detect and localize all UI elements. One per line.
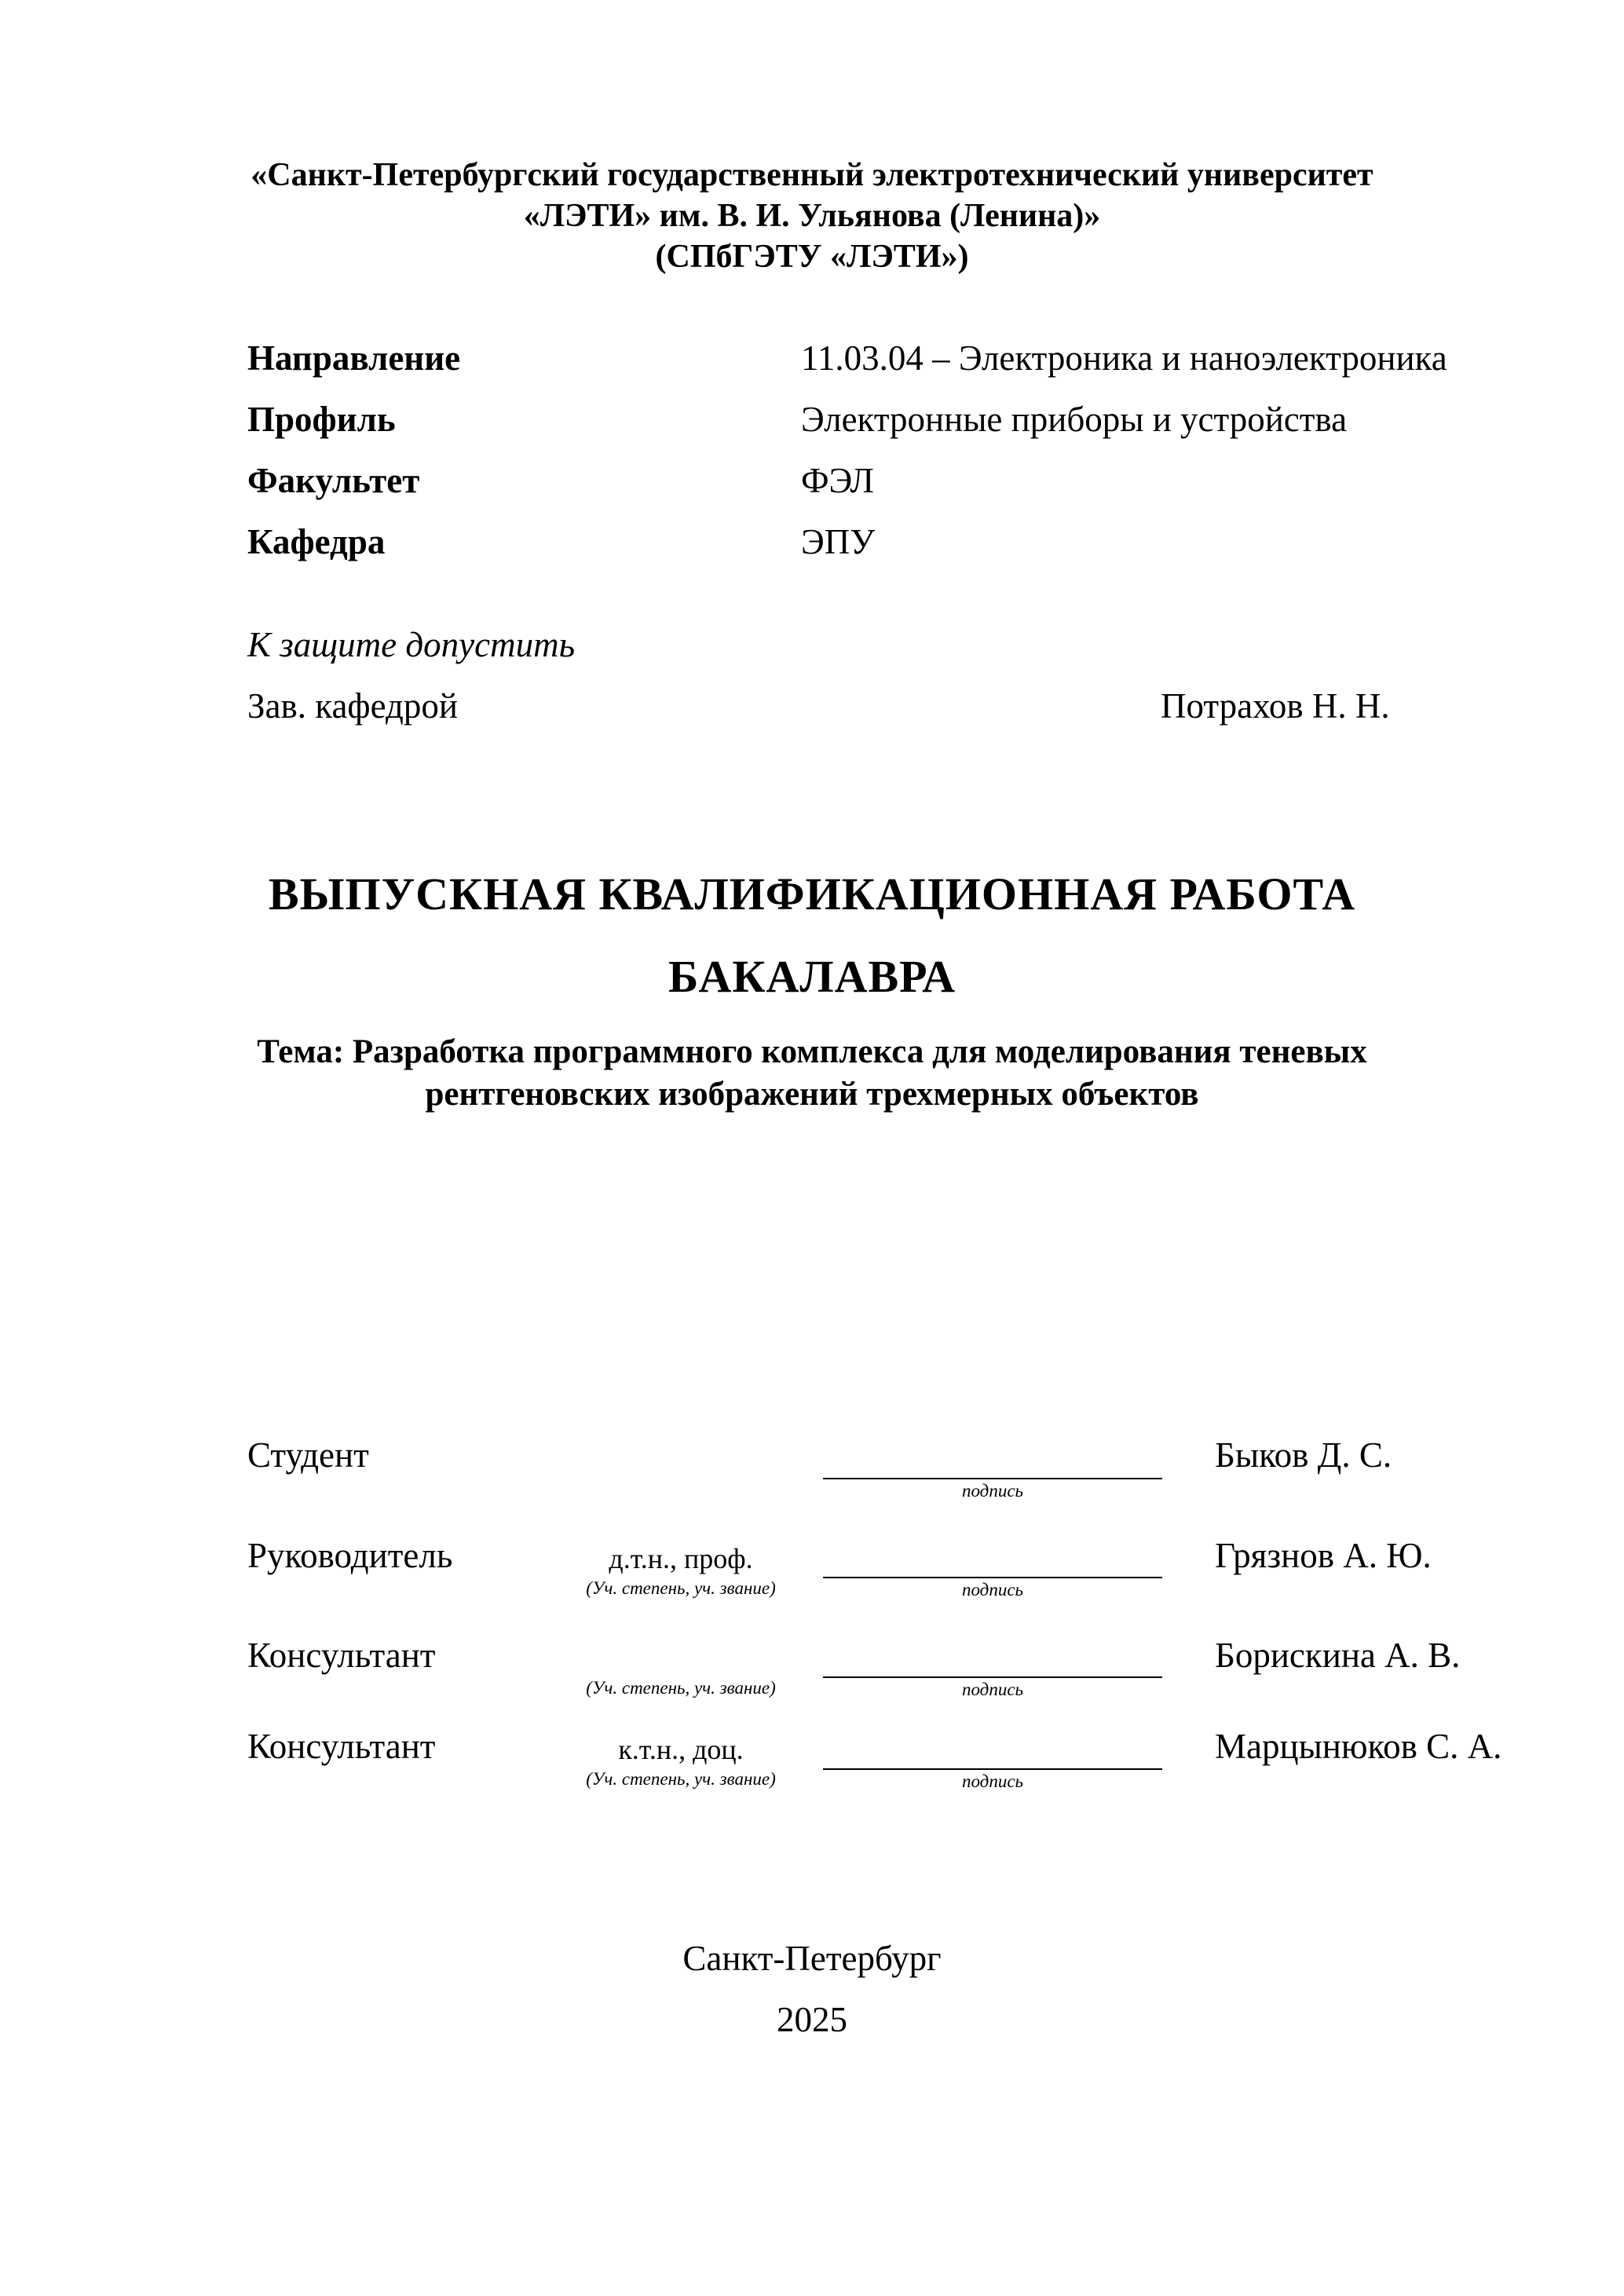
signature-role-student: Студент <box>247 1435 369 1475</box>
faculty-label: Факультет <box>247 461 420 500</box>
degree-caption: (Уч. степень, уч. звание) <box>586 1578 776 1598</box>
topic-line1: Тема: Разработка программного комплекса для моделирования теневых <box>257 1033 1367 1070</box>
signature-caption: подпись <box>961 1580 1023 1600</box>
consultant-2-degree: к.т.н., доц. <box>618 1734 744 1765</box>
signature-line <box>823 1478 1162 1479</box>
signature-line <box>823 1676 1162 1678</box>
direction-label: Направление <box>247 338 461 378</box>
direction-value: 11.03.04 – Электроника и наноэлектроника <box>801 338 1447 378</box>
supervisor-degree: д.т.н., проф. <box>609 1543 753 1574</box>
signature-name-consultant-1: Борискина А. В. <box>1215 1636 1461 1675</box>
profile-label: Профиль <box>247 400 396 439</box>
footer-city: Санкт-Петербург <box>682 1939 942 1978</box>
signature-role-consultant-2: Консультант <box>247 1727 436 1766</box>
topic-line2: рентгеновских изображений трехмерных объектов <box>425 1076 1199 1113</box>
signature-name-consultant-2: Марцынюков С. А. <box>1215 1727 1502 1766</box>
admission-note: К защите допустить <box>247 625 576 664</box>
university-abbreviation: (СПбГЭТУ «ЛЭТИ») <box>655 239 969 275</box>
university-name-line2: «ЛЭТИ» им. В. И. Ульянова (Ленина)» <box>523 198 1101 234</box>
head-of-department-role: Зав. кафедрой <box>247 686 458 726</box>
signature-caption: подпись <box>961 1481 1023 1501</box>
signature-caption: подпись <box>961 1771 1023 1791</box>
faculty-value: ФЭЛ <box>801 461 874 500</box>
signature-role-consultant-1: Консультант <box>247 1636 436 1675</box>
signature-caption: подпись <box>961 1680 1023 1699</box>
signature-name-supervisor: Грязнов А. Ю. <box>1215 1536 1432 1575</box>
document-title-line1: ВЫПУСКНАЯ КВАЛИФИКАЦИОННАЯ РАБОТА <box>268 868 1356 919</box>
document-title-line2: БАКАЛАВРА <box>668 951 956 1002</box>
footer-year: 2025 <box>777 2000 847 2039</box>
signature-role-supervisor: Руководитель <box>247 1536 453 1575</box>
signature-name-student: Быков Д. С. <box>1215 1435 1392 1475</box>
signature-line <box>823 1768 1162 1770</box>
degree-caption: (Уч. степень, уч. звание) <box>586 1769 776 1789</box>
signature-line <box>823 1577 1162 1578</box>
university-name-line1: «Санкт-Петербургский государственный электротехнический университет <box>251 157 1373 193</box>
department-label: Кафедра <box>247 522 386 561</box>
profile-value: Электронные приборы и устройства <box>801 400 1348 439</box>
department-value: ЭПУ <box>801 522 876 561</box>
head-of-department-name: Потрахов Н. Н. <box>1161 686 1390 726</box>
degree-caption: (Уч. степень, уч. звание) <box>586 1678 776 1698</box>
